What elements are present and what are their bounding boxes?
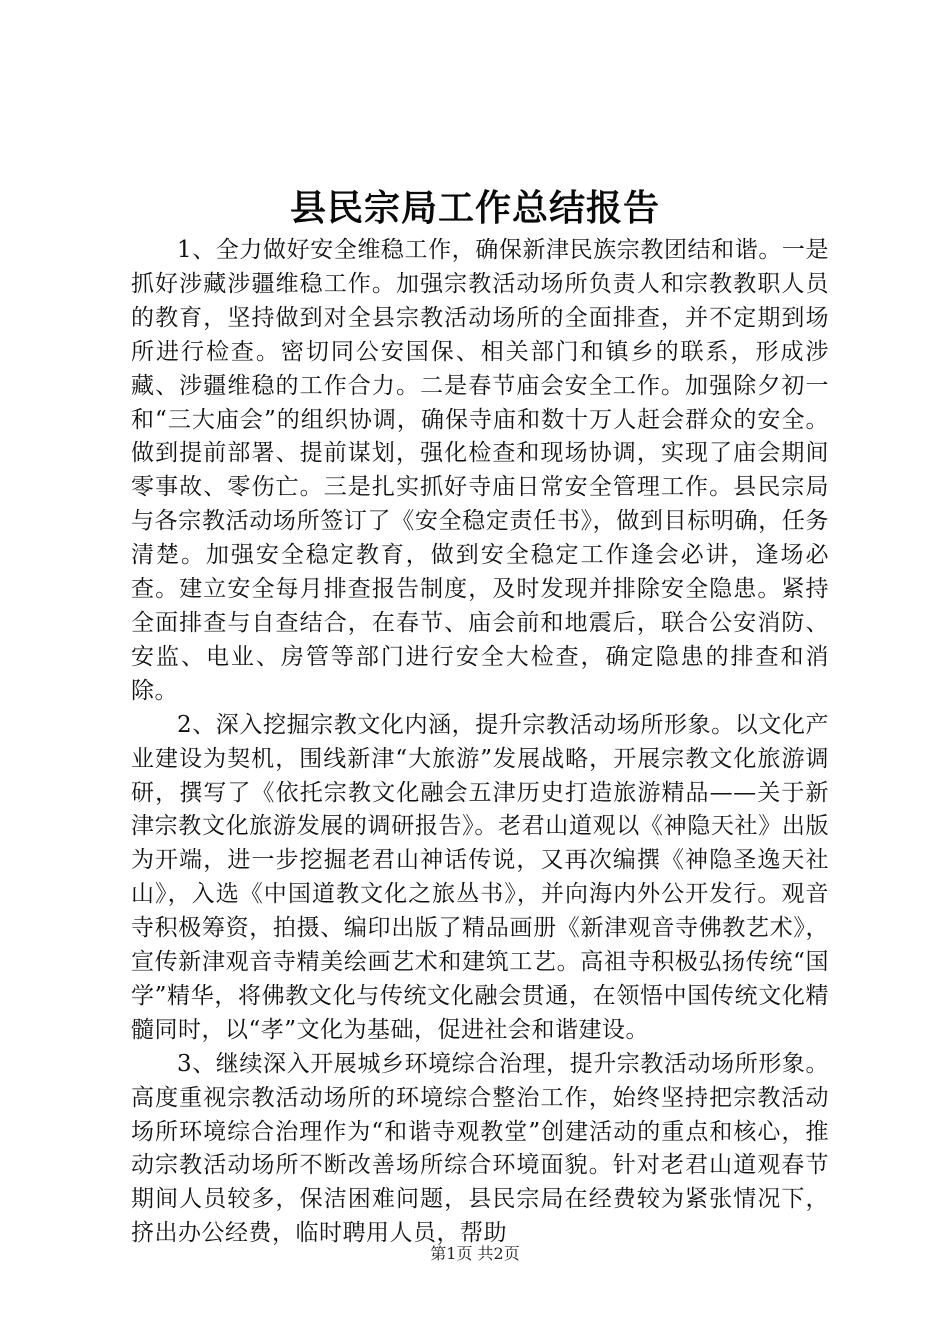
document-title: 县民宗局工作总结报告	[289, 187, 660, 229]
document-body	[131, 234, 829, 1251]
paragraph-1: 1、全力做好安全维稳工作，确保新津民族宗教团结和谐。一是抓好涉藏涉疆维稳工作。加强宗教活动场所负责人和宗教教职人员的教育，坚持做到对全县宗教活动场所的全面排查，并不定期到场所进行检查。密切同公安国保、相关部门和镇乡的联系，形成涉藏、涉疆维稳的工作合力。二是春节庙会安全工作。加强除夕初一和“三大庙会”的组织协调，确保寺庙和数十万人赶会群众的安全。做到提前部署、提前谋划，强化检查和现场协调，实现了庙会期间零事故、零伤亡。三是扎实抓好寺庙日常安全管理工作。县民宗局与各宗教活动场所签订了《安全稳定责任书》，做到目标明确，任务清楚。加强安全稳定教育，做到安全稳定工作逢会必讲，逢场必查。建立安全每月排查报告制度，及时发现并排除安全隐患。紧持全面排查与自查结合，在春节、庙会前和地震后，联合公安消防、安监、电业、房管等部门进行安全大检查，确定隐患的排查和消除。	[131, 237, 829, 704]
paragraph-3: 3、继续深入开展城乡环境综合治理，提升宗教活动场所形象。高度重视宗教活动场所的环境综合整治工作，始终坚持把宗教活动场所环境综合治理作为“和谐寺观教堂”创建活动的重点和核心，推动宗教活动场所不断改善场所综合环境面貌。针对老君山道观春节期间人员较多，保洁困难问题，县民宗局在经费较为紧张情况下，挤出办公经费，临时聘用人员，帮助	[131, 1050, 829, 1247]
page-number-footer: 第1页 共2页	[430, 1244, 520, 1263]
paragraph-2: 2、深入挖掘宗教文化内涵，提升宗教活动场所形象。以文化产业建设为契机，围线新津“大旅游”发展战略，开展宗教文化旅游调研，撰写了《依托宗教文化融会五津历史打造旅游精品——关于新津宗教文化旅游发展的调研报告》。老君山道观以《神隐天社》出版为开端，进一步挖掘老君山神话传说，又再次编撰《神隐圣逸天社山》，入选《中国道教文化之旅丛书》，并向海内外公开发行。观音寺积极筹资，拍摄、编印出版了精品画册《新津观音寺佛教艺术》，宣传新津观音寺精美绘画艺术和建筑工艺。高祖寺积极弘扬传统“国学”精华，将佛教文化与传统文化融会贯通，在领悟中国传统文化精髓同时，以“孝”文化为基础，促进社会和谐建设。	[131, 711, 829, 1043]
